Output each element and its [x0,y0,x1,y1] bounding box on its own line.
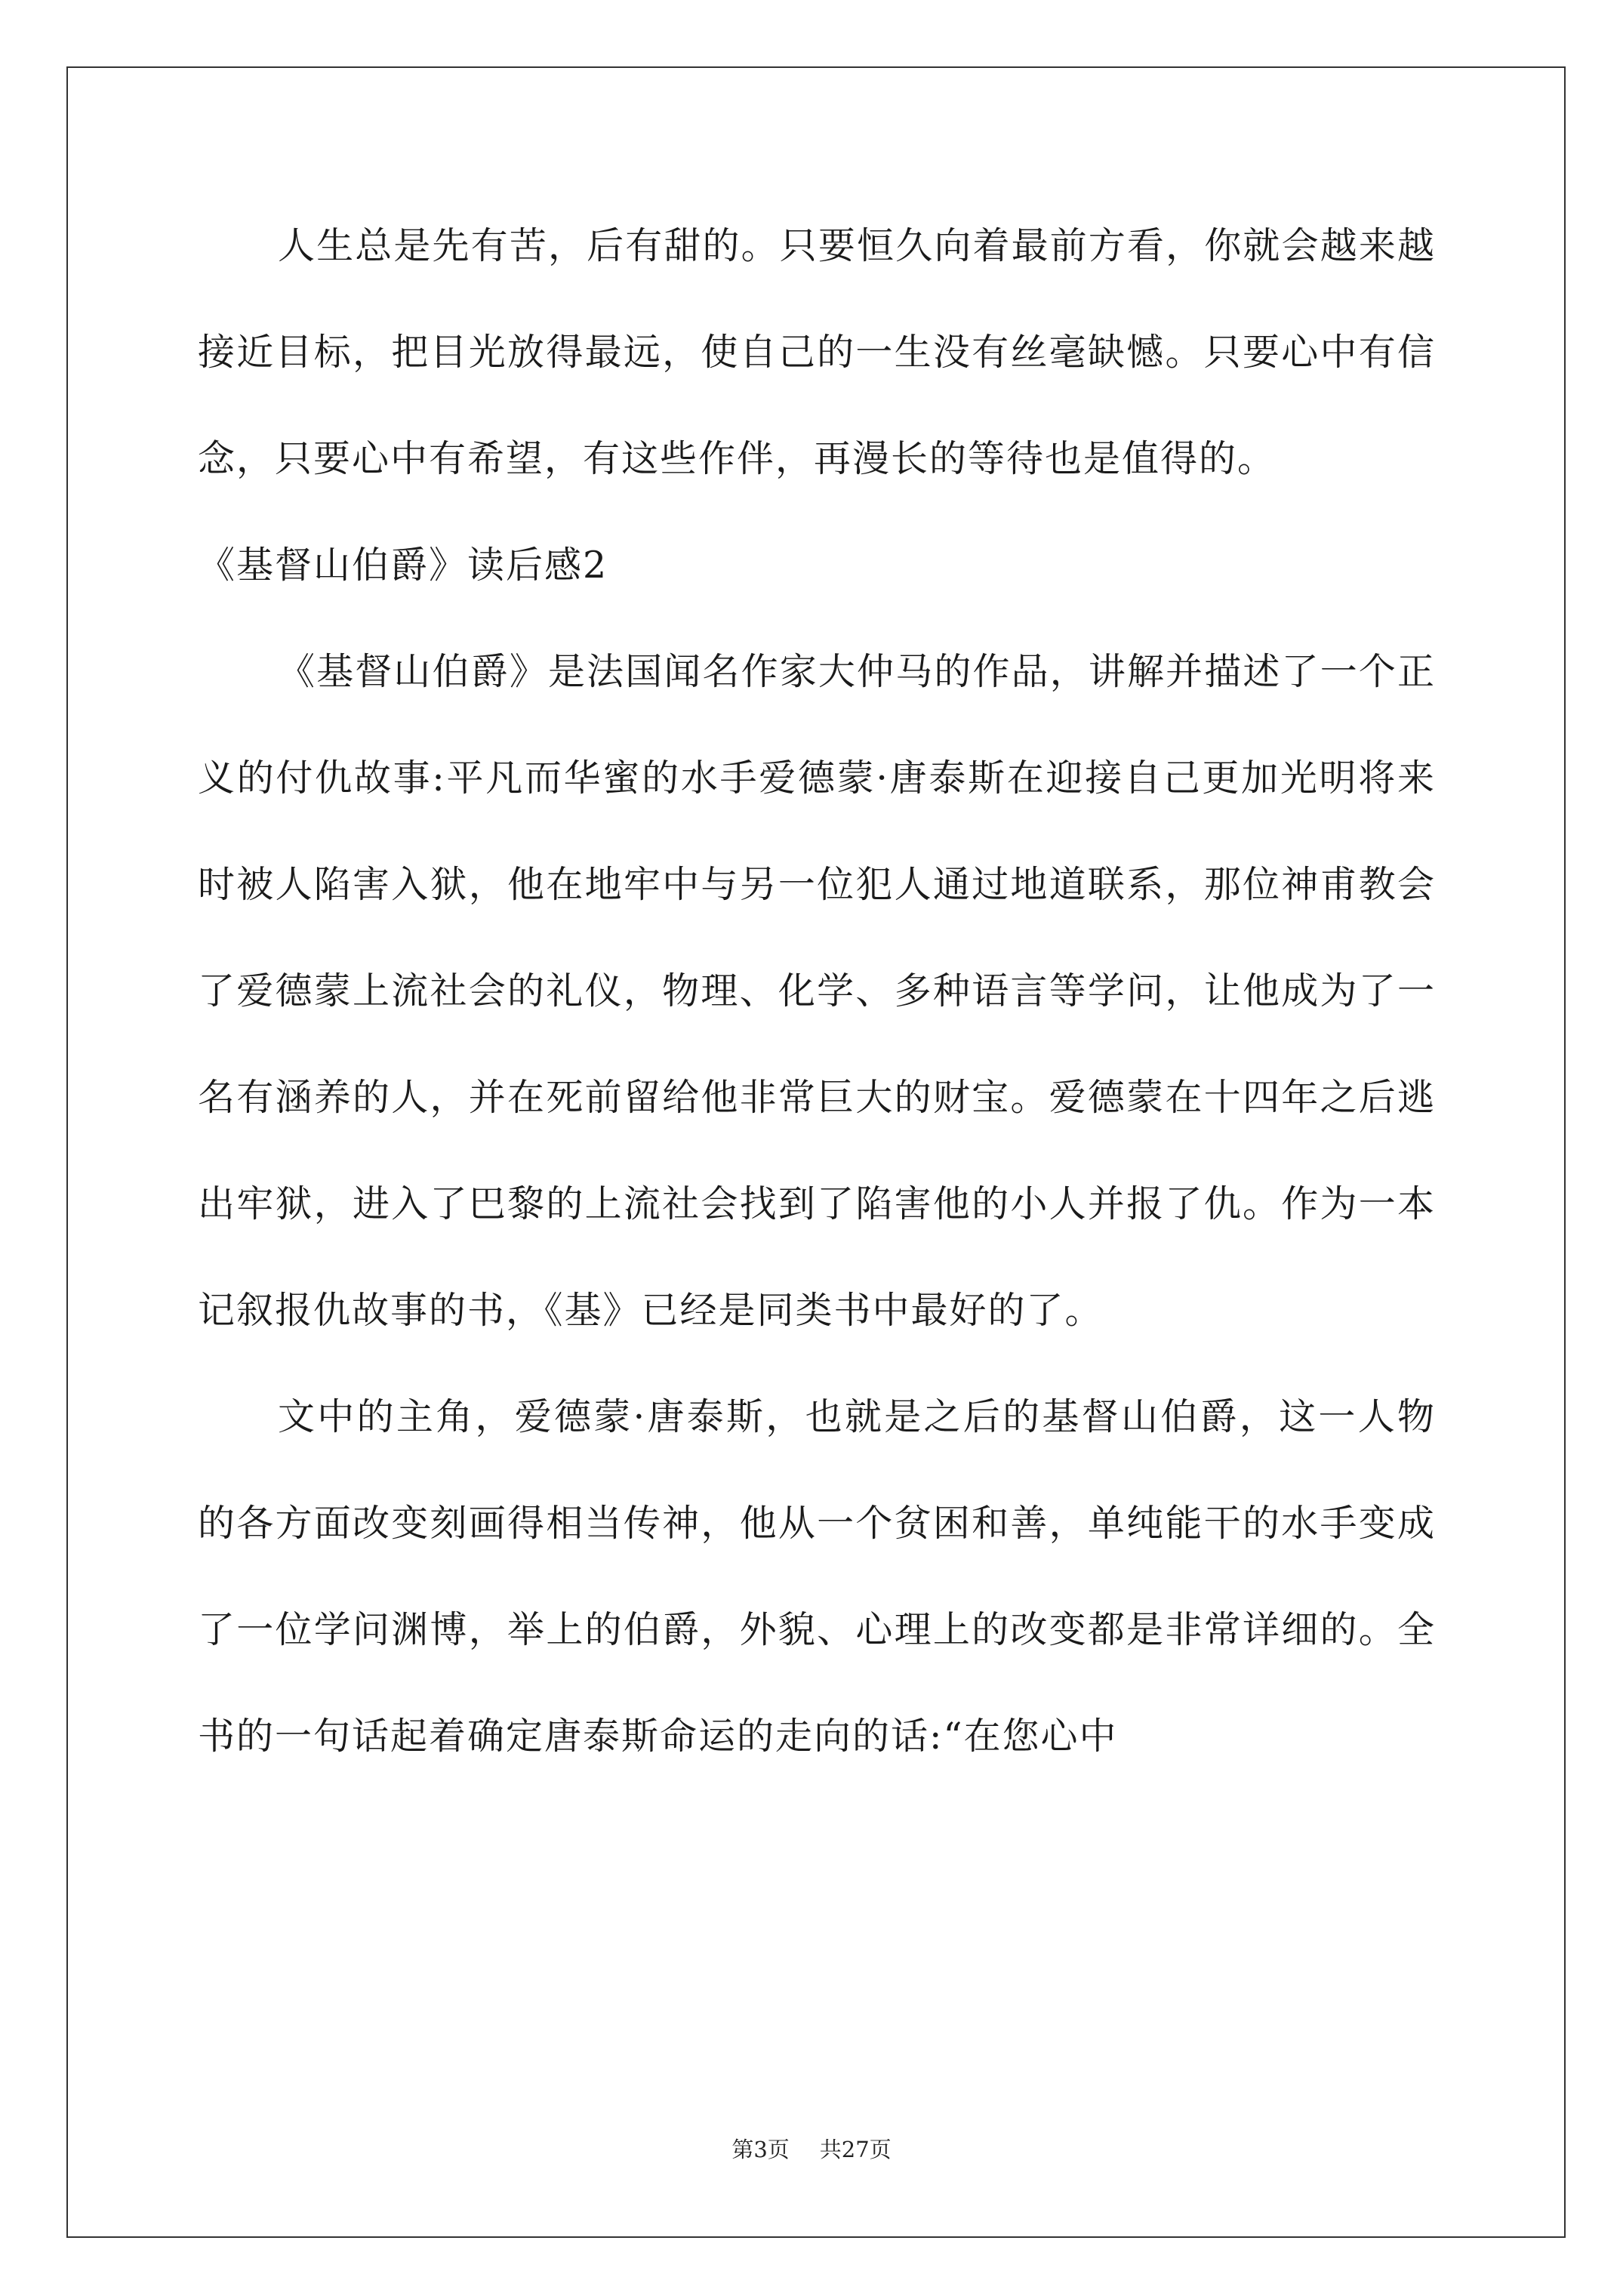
paragraph: 《基督山伯爵》是法国闻名作家大仲马的作品，讲解并描述了一个正义的付仇故事:平凡而华蜜的水手爱德蒙·唐泰斯在迎接自己更加光明将来时被人陷害入狱，他在地牢中与另一位犯人通过地道联系，那位神甫教会了爱德蒙上流社会的礼仪，物理、化学、多种语言等学问，让他成为了一名有涵养的人，并在死前留给他非常巨大的财宝。爱德蒙在十四年之后逃出牢狱，进入了巴黎的上流社会找到了陷害他的小人并报了仇。作为一本记叙报仇故事的书，《基》已经是同类书中最好的了。 [198,650,1436,1332]
paragraph: 人生总是先有苦，后有甜的。只要恒久向着最前方看，你就会越来越接近目标，把目光放得最远，使自己的一生没有丝毫缺憾。只要心中有信念，只要心中有希望，有这些作伴，再漫长的等待也是值得的。 [198,224,1436,480]
document-body [198,193,1436,1789]
section-heading: 《基督山伯爵》读后感2 [198,544,608,587]
page-footer [0,2134,1623,2165]
page-number: 第3页 [731,2137,790,2162]
paragraph: 文中的主角，爱德蒙·唐泰斯，也就是之后的基督山伯爵，这一人物的各方面改变刻画得相当传神，他从一个贫困和善，单纯能干的水手变成了一位学问渊博，举上的伯爵，外貌、心理上的改变都是非常详细的。全书的一句话起着确定唐泰斯命运的走向的话:“在您心中 [198,1395,1436,1758]
page-total: 共27页 [819,2137,892,2162]
